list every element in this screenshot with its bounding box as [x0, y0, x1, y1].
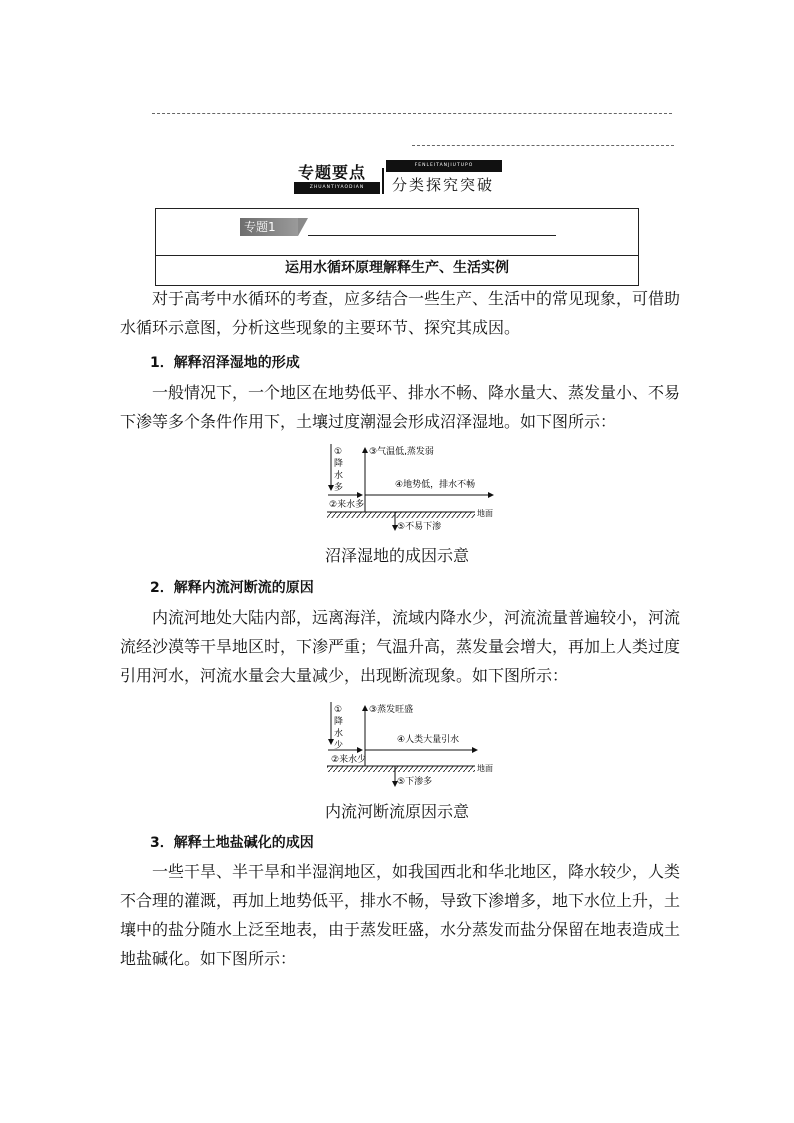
d2-label1-d: 少 — [334, 741, 344, 751]
d2-label1-a: ① — [334, 705, 343, 715]
section-banner — [294, 160, 504, 194]
section-heading-2: 2．解释内流河断流的原因 — [150, 580, 314, 596]
header-dashed-rule-top — [152, 113, 672, 114]
d2-ground-hatch — [327, 766, 475, 772]
caption-swamp: 沼泽湿地的成因示意 — [324, 546, 469, 565]
section-body-3: 一些干旱、半干旱和半湿润地区，如我国西北和华北地区，降水较少，人类不合理的灌溉，再加上地势低平，排水不畅，导致下渗增多，地下水位上升，土壤中的盐分随水上泛至地表，由于蒸发旺盛，水分蒸发而盐分保留在地表造成土地盐碱化。如下图所示： — [120, 862, 681, 968]
banner-left-block — [294, 160, 380, 194]
banner-main-title: 专题要点 — [298, 163, 367, 182]
topic-title: 运用水循环原理解释生产、生活实例 — [285, 260, 509, 276]
banner-left-strip — [294, 182, 380, 194]
diagram-inland-river — [325, 698, 500, 790]
d1-label1-b: 降 — [334, 459, 344, 469]
topic-tag: 专题1 — [240, 218, 298, 236]
d2-label5: ⑤下渗多 — [397, 777, 433, 787]
diagram-swamp — [325, 442, 500, 534]
section-body-1: 一般情况下，一个地区在地势低平、排水不畅、降水量大、蒸发量小、不易下渗等多个条件作用下，土壤过度潮湿会形成沼泽湿地。如下图所示： — [120, 383, 681, 431]
section-body-2: 内流河地处大陆内部，远离海洋，流域内降水少，河流流量普遍较小，河流流经沙漠等干旱地区时，下渗严重；气温升高，蒸发量会增大，再加上人类过度引用河水，河流水量会大量减少，出现断流现象。如下图所示： — [120, 608, 681, 685]
banner-right-block — [386, 160, 504, 194]
d1-ground-label: 地面 — [477, 509, 493, 518]
banner-pinyin: ZHUANTIYAODIAN — [309, 185, 365, 190]
intro-paragraph: 对于高考中水循环的考查，应多结合一些生产、生活中的常见现象，可借助水循环示意图，分析这些现象的主要环节、探究其成因。 — [120, 289, 681, 337]
d2-label3: ③蒸发旺盛 — [369, 705, 414, 715]
d1-label4: ④地势低，排水不畅 — [395, 480, 476, 490]
d2-label1-c: 水 — [334, 729, 344, 739]
d1-label1-c: 水 — [334, 471, 344, 481]
banner-right-strip — [386, 160, 502, 172]
topic-box — [155, 208, 639, 286]
banner-divider — [382, 168, 384, 194]
topic-tag-underline — [308, 235, 556, 236]
topic-tag-slash — [298, 218, 308, 236]
d1-label3: ③气温低,蒸发弱 — [369, 447, 434, 457]
section-heading-1: 1．解释沼泽湿地的形成 — [150, 355, 300, 371]
banner-sub-pinyin: FENLEITANJIUTUPO — [414, 163, 474, 168]
caption-inland-river: 内流河断流原因示意 — [324, 802, 469, 821]
d1-label1-a: ① — [334, 447, 343, 457]
d1-label5: ⑤不易下渗 — [397, 522, 442, 532]
banner-subtitle: 分类探究突破 — [392, 176, 495, 194]
d1-label2: ②来水多 — [329, 500, 365, 510]
d1-label1-d: 多 — [334, 483, 344, 493]
d2-label1-b: 降 — [334, 717, 344, 727]
section-heading-3: 3．解释土地盐碱化的成因 — [150, 835, 314, 851]
d2-label2: ②来水少 — [331, 755, 367, 765]
topic-box-divider — [156, 255, 638, 256]
d1-ground-hatch — [327, 512, 475, 518]
d2-ground-label: 地面 — [477, 764, 493, 773]
d2-label4: ④人类大量引水 — [397, 735, 460, 745]
header-dashed-rule-short — [412, 145, 674, 146]
